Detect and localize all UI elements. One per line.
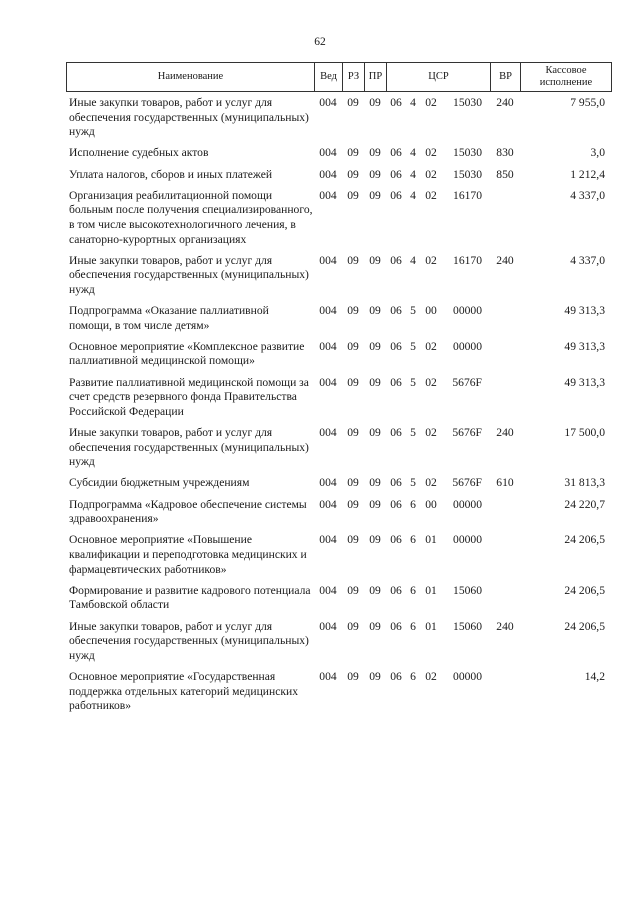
row-sum: 17 500,0 [564, 426, 605, 440]
csr-subprogram: 5 [410, 339, 416, 353]
csr-program: 06 [390, 253, 402, 267]
row-vr: 610 [496, 476, 514, 490]
row-pr: 09 [369, 583, 381, 597]
row-rz: 09 [347, 146, 359, 160]
row-pr: 09 [369, 426, 381, 440]
table-row [66, 189, 611, 247]
row-rz: 09 [347, 583, 359, 597]
csr-program: 06 [390, 476, 402, 490]
row-csr [386, 584, 490, 599]
csr-subprogram: 4 [410, 188, 416, 202]
csr-direction: 5676F [452, 476, 482, 490]
table-row [66, 146, 611, 161]
row-csr [386, 498, 490, 513]
row-sum: 31 813,3 [564, 476, 605, 490]
row-name: Основное мероприятие «Государственная поддержка отдельных категорий медицинских работников» [69, 669, 298, 713]
table-row [66, 254, 611, 298]
row-rz: 09 [347, 253, 359, 267]
row-pr: 09 [369, 339, 381, 353]
row-name: Основное мероприятие «Повышение квалификации и переподготовка медицинских и фармацевтических работников» [69, 533, 307, 576]
csr-program: 06 [390, 426, 402, 440]
csr-direction: 15060 [453, 619, 482, 633]
table-row [66, 304, 611, 333]
table-row [66, 376, 611, 420]
row-vr: 240 [496, 426, 514, 440]
row-ved: 004 [319, 669, 337, 683]
row-name: Развитие паллиативной медицинской помощи за счет средств резервного фонда Правительства Российской Федерации [69, 375, 309, 418]
csr-direction: 15060 [453, 583, 482, 597]
csr-subprogram: 5 [410, 304, 416, 318]
row-sum: 3,0 [590, 146, 605, 160]
row-sum: 4 337,0 [570, 253, 605, 267]
row-csr [386, 376, 490, 391]
row-csr [386, 476, 490, 491]
row-csr [386, 620, 490, 635]
csr-direction: 00000 [453, 497, 482, 511]
row-csr [386, 168, 490, 183]
row-ved: 004 [319, 96, 337, 109]
table-body [66, 96, 611, 720]
row-pr: 09 [369, 375, 381, 389]
row-name: Субсидии бюджетным учреждениям [69, 476, 250, 490]
row-rz: 09 [347, 304, 359, 318]
row-name: Формирование и развитие кадрового потенциала Тамбовской области [69, 583, 311, 612]
csr-event: 02 [425, 375, 437, 389]
row-pr: 09 [369, 533, 381, 547]
row-pr: 09 [369, 253, 381, 267]
csr-direction: 16170 [453, 188, 482, 202]
row-rz: 09 [347, 497, 359, 511]
csr-subprogram: 5 [410, 476, 416, 490]
row-ved: 004 [319, 426, 337, 440]
row-ved: 004 [319, 253, 337, 267]
csr-direction: 15030 [453, 167, 482, 181]
header-pr: ПР [365, 63, 387, 92]
row-sum: 49 313,3 [564, 339, 605, 353]
row-pr: 09 [369, 167, 381, 181]
header-csr: ЦСР [387, 63, 491, 92]
header-ved: Вед [315, 63, 343, 92]
row-pr: 09 [369, 146, 381, 160]
row-pr: 09 [369, 669, 381, 683]
row-sum: 14,2 [584, 669, 605, 683]
csr-program: 06 [390, 339, 402, 353]
row-rz: 09 [347, 339, 359, 353]
header-sum: Кассовое исполнение [521, 63, 612, 92]
csr-subprogram: 5 [410, 426, 416, 440]
row-rz: 09 [347, 375, 359, 389]
row-ved: 004 [319, 167, 337, 181]
csr-subprogram: 5 [410, 375, 416, 389]
row-sum: 49 313,3 [564, 304, 605, 318]
row-rz: 09 [347, 167, 359, 181]
row-vr: 850 [496, 167, 514, 181]
row-rz: 09 [347, 619, 359, 633]
row-ved: 004 [319, 476, 337, 490]
table-header [66, 62, 612, 92]
csr-event: 02 [425, 188, 437, 202]
row-rz: 09 [347, 96, 359, 109]
csr-direction: 5676F [452, 426, 482, 440]
table-row [66, 498, 611, 527]
csr-subprogram: 6 [410, 583, 416, 597]
csr-subprogram: 6 [410, 619, 416, 633]
csr-program: 06 [390, 96, 402, 109]
row-csr [386, 340, 490, 355]
csr-direction: 00000 [453, 669, 482, 683]
row-pr: 09 [369, 96, 381, 109]
csr-event: 02 [425, 146, 437, 160]
csr-direction: 16170 [453, 253, 482, 267]
row-sum: 24 206,5 [564, 583, 605, 597]
csr-event: 02 [425, 167, 437, 181]
row-csr [386, 533, 490, 548]
csr-direction: 00000 [453, 339, 482, 353]
row-ved: 004 [319, 304, 337, 318]
csr-event: 00 [425, 304, 437, 318]
csr-program: 06 [390, 619, 402, 633]
row-ved: 004 [319, 533, 337, 547]
csr-event: 01 [425, 583, 437, 597]
row-csr [386, 670, 490, 685]
row-sum: 24 220,7 [564, 497, 605, 511]
row-ved: 004 [319, 497, 337, 511]
csr-event: 02 [425, 426, 437, 440]
table-row [66, 584, 611, 613]
csr-direction: 15030 [453, 146, 482, 160]
csr-event: 02 [425, 476, 437, 490]
row-csr [386, 189, 490, 204]
csr-subprogram: 4 [410, 96, 416, 109]
row-rz: 09 [347, 426, 359, 440]
row-sum: 49 313,3 [564, 375, 605, 389]
row-name: Исполнение судебных актов [69, 146, 209, 160]
table-row [66, 340, 611, 369]
header-vr: ВР [491, 63, 521, 92]
row-csr [386, 426, 490, 441]
csr-event: 02 [425, 339, 437, 353]
row-ved: 004 [319, 146, 337, 160]
csr-direction: 5676F [452, 375, 482, 389]
csr-program: 06 [390, 304, 402, 318]
row-rz: 09 [347, 188, 359, 202]
table-row [66, 168, 611, 183]
row-vr: 240 [496, 619, 514, 633]
csr-program: 06 [390, 533, 402, 547]
row-name: Подпрограмма «Оказание паллиативной помощи, в том числе детям» [69, 304, 269, 332]
csr-subprogram: 6 [410, 533, 416, 547]
row-pr: 09 [369, 304, 381, 318]
row-vr: 240 [496, 96, 514, 109]
csr-subprogram: 4 [410, 146, 416, 160]
row-rz: 09 [347, 476, 359, 490]
row-vr: 830 [496, 146, 514, 160]
csr-event: 02 [425, 253, 437, 267]
row-name: Иные закупки товаров, работ и услуг для обеспечения государственных (муниципальных) нужд [69, 96, 309, 139]
csr-program: 06 [390, 669, 402, 683]
row-vr: 240 [496, 253, 514, 267]
table-row [66, 670, 611, 714]
csr-event: 02 [425, 96, 437, 109]
row-ved: 004 [319, 375, 337, 389]
csr-event: 01 [425, 619, 437, 633]
row-sum: 24 206,5 [564, 533, 605, 547]
csr-program: 06 [390, 375, 402, 389]
csr-event: 00 [425, 497, 437, 511]
csr-event: 01 [425, 533, 437, 547]
csr-direction: 00000 [453, 533, 482, 547]
csr-program: 06 [390, 583, 402, 597]
csr-subprogram: 4 [410, 253, 416, 267]
header-name: Наименование [67, 63, 315, 92]
row-ved: 004 [319, 583, 337, 597]
csr-direction: 15030 [453, 96, 482, 109]
csr-event: 02 [425, 669, 437, 683]
row-name: Организация реабилитационной помощи больным после получения специализированного, в том числе высокотехнологичного лечения, в санаторно-курортных организациях [69, 188, 313, 246]
table-row [66, 533, 611, 577]
row-rz: 09 [347, 533, 359, 547]
row-name: Иные закупки товаров, работ и услуг для обеспечения государственных (муниципальных) нужд [69, 619, 309, 662]
csr-program: 06 [390, 167, 402, 181]
row-sum: 24 206,5 [564, 619, 605, 633]
row-sum: 7 955,0 [570, 96, 605, 109]
row-pr: 09 [369, 476, 381, 490]
row-name: Иные закупки товаров, работ и услуг для обеспечения государственных (муниципальных) нужд [69, 426, 309, 469]
csr-subprogram: 6 [410, 497, 416, 511]
row-name: Уплата налогов, сборов и иных платежей [69, 167, 273, 181]
csr-program: 06 [390, 146, 402, 160]
row-csr [386, 96, 490, 111]
row-pr: 09 [369, 619, 381, 633]
page-number: 62 [314, 36, 326, 48]
csr-program: 06 [390, 188, 402, 202]
row-csr [386, 254, 490, 269]
table-row [66, 426, 611, 470]
table-row [66, 476, 611, 491]
csr-subprogram: 4 [410, 167, 416, 181]
row-csr [386, 304, 490, 319]
row-name: Иные закупки товаров, работ и услуг для обеспечения государственных (муниципальных) нужд [69, 253, 309, 296]
row-name: Основное мероприятие «Комплексное развитие паллиативной медицинской помощи» [69, 339, 305, 368]
csr-subprogram: 6 [410, 669, 416, 683]
row-pr: 09 [369, 188, 381, 202]
row-sum: 4 337,0 [570, 188, 605, 202]
row-ved: 004 [319, 339, 337, 353]
csr-program: 06 [390, 497, 402, 511]
row-csr [386, 146, 490, 161]
table-row [66, 96, 611, 140]
csr-direction: 00000 [453, 304, 482, 318]
row-rz: 09 [347, 669, 359, 683]
row-sum: 1 212,4 [570, 167, 605, 181]
row-name: Подпрограмма «Кадровое обеспечение системы здравоохранения» [69, 497, 307, 526]
header-rz: РЗ [343, 63, 365, 92]
row-ved: 004 [319, 188, 337, 202]
row-ved: 004 [319, 619, 337, 633]
row-pr: 09 [369, 497, 381, 511]
table-row [66, 620, 611, 664]
